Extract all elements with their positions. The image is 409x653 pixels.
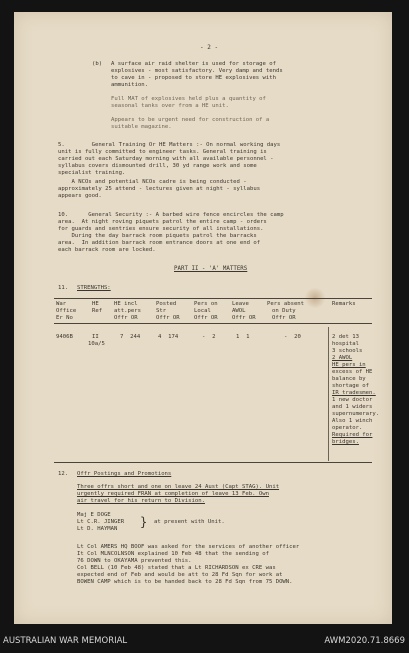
remark-line: Required for — [332, 432, 373, 438]
section12-title: Offr Postings and Promotions — [77, 471, 172, 477]
remark-line: 3 schools — [332, 348, 363, 354]
s12-closing-line: Col BELL (10 Feb 48) stated that a Lt RICHARDSON ex CRE was — [77, 565, 276, 571]
remark-line: 1 new doctor — [332, 397, 373, 403]
para5-line: 5. General Training Or HE Matters :- On normal working days — [58, 142, 281, 148]
para-b-line: seasonal tanks over from a HE unit. — [111, 103, 229, 109]
td-he-incl: 7 244 — [120, 334, 141, 340]
remark-line: IR tradesmen. — [332, 390, 376, 396]
remarks-divider — [328, 327, 329, 461]
remark-line: bridges. — [332, 439, 359, 445]
th-local: Local — [194, 308, 211, 314]
th-person: Pers on — [194, 301, 218, 307]
th-leave: Leave — [232, 301, 249, 307]
th-he: HE — [92, 301, 99, 307]
section11-number: 11. — [58, 285, 69, 291]
para-b-line: A surface air raid shelter is used for storage of — [111, 61, 277, 67]
th-heincl: HE incl — [114, 301, 138, 307]
para-b-line: Appears to be urgent need for construction of a — [111, 117, 270, 123]
table-rule-mid — [54, 323, 372, 324]
th-erno: Er No — [56, 315, 73, 321]
para10-line: 10. General Security :- A barbed wire fence encircles the camp — [58, 212, 284, 218]
s12-closing-line: BOWEN CAMP which is to be handed back to 28 Fd Sqn from 75 DOWN. — [77, 579, 293, 585]
remark-line: supernumerary. — [332, 411, 380, 417]
archive-name: AUSTRALIAN WAR MEMORIAL — [3, 636, 128, 646]
remark-line: hospital — [332, 341, 359, 347]
th-offr-or: Offr OR — [114, 315, 138, 321]
section12-number: 12. — [58, 471, 69, 477]
para-b-line: Full MAT of explosives held plus a quantity of — [111, 96, 266, 102]
para10-line: area. In addition barrack room entrance doors at one end of — [58, 240, 261, 246]
th-war: War — [56, 301, 67, 307]
officer-name: Maj E DOGE — [77, 512, 111, 518]
remark-line: HE pers in — [332, 362, 366, 368]
archive-footer — [0, 630, 409, 653]
th-offr-or: Offr OR — [156, 315, 180, 321]
remark-line: 2 AWOL — [332, 355, 353, 361]
para5-line: unit is fully committed to engineer tasks. General training is — [58, 149, 267, 155]
table-rule-top — [54, 298, 372, 299]
section11-title: STRENGTHS: — [77, 285, 111, 291]
remark-line: and 1 widers — [332, 404, 373, 410]
s12-closing-line: 76 DOWN to OKAYAMA prevented this. — [77, 558, 192, 564]
s12-underlined-line: urgently required FRAN at completion of leave 13 Feb. Own — [77, 491, 269, 497]
para5-line: approximately 25 attend - lectures given at night - syllabus — [58, 186, 261, 192]
para10-line: for guards and sentries ensure security of all installations. — [58, 226, 264, 232]
th-pers-absent: Pers absent — [267, 301, 305, 307]
th-office: Office — [56, 308, 77, 314]
td-posted: 4 174 — [158, 334, 179, 340]
s12-closing-line: It Col MLNCOLNSON explained 10 Feb 48 that the sending of — [77, 551, 269, 557]
td-on-duty: - 20 — [284, 334, 301, 340]
para10-line: each barrack room are locked. — [58, 247, 156, 253]
s12-closing-line: Lt Col AMERS HQ BOOF was asked for the services of another officer — [77, 544, 300, 550]
para-b-line: explosives - most satisfactory. Very damp and tends — [111, 68, 283, 74]
th-awol: AWOL — [232, 308, 246, 314]
th-remarks: Remarks — [332, 301, 356, 307]
officer-name: Lt D. HAYMAN — [77, 526, 118, 532]
td-ref: II — [92, 334, 99, 340]
remark-line: excess of HE — [332, 369, 373, 375]
para10-line: During the day barrack room piquets patrol the barracks — [58, 233, 257, 239]
para5-line: syllabus covers dismounted drill, 30 yd range work and some — [58, 163, 257, 169]
para5-line: appears good. — [58, 193, 102, 199]
s12-underlined-line: air travel for his return to Division. — [77, 498, 205, 504]
part-heading: PART II - 'A' MATTERS — [174, 266, 248, 272]
para-b-marker: (b) — [92, 61, 103, 67]
td-ref-sub: 10a/5 — [88, 341, 105, 347]
document-page — [14, 12, 392, 624]
page-number: - 2 - — [200, 44, 219, 51]
para5-line: A NCOs and potential NCOs cadre is being conducted - — [58, 179, 247, 185]
officer-name: Lt C.R. JINGER — [77, 519, 125, 525]
table-rule-bottom — [54, 462, 372, 463]
para5-line: carried out each Saturday morning with all available personnel - — [58, 156, 274, 162]
s12-closing-line: expected end of Feb and would be att to 28 Fd Sqn for work at — [77, 572, 283, 578]
th-offr-or: Offr OR — [272, 315, 296, 321]
archive-ref: AWM2020.71.8669 — [324, 636, 405, 646]
remark-line: 2 det 13 — [332, 334, 359, 340]
brace-glyph: } — [140, 515, 148, 529]
th-str: Str — [156, 308, 167, 314]
para-b-line: ammunition. — [111, 82, 149, 88]
para5-line: specialist training. — [58, 170, 126, 176]
td-local: - 2 — [202, 334, 216, 340]
th-offr-or: Offr OR — [194, 315, 218, 321]
td-leave: 1 1 — [236, 334, 250, 340]
remark-line: balance by — [332, 376, 366, 382]
remark-line: Also 1 winch — [332, 418, 373, 424]
th-ref: Ref — [92, 308, 103, 314]
para-b-line: suitable magazine. — [111, 124, 172, 130]
th-attpers: att.pers — [114, 308, 141, 314]
td-war-office: 9406B — [56, 334, 73, 340]
s12-underlined-line: Three offrs short and one on leave 24 Aust (Capt STAG). Unit — [77, 484, 280, 490]
th-offr-or: Offr OR — [232, 315, 256, 321]
para10-line: area. At night roving piquets patrol the entire camp - orders — [58, 219, 267, 225]
officers-note: at present with Unit. — [154, 519, 225, 525]
th-on-duty: on Duty — [272, 308, 296, 314]
remark-line: shortage of — [332, 383, 370, 389]
remark-line: operator. — [332, 425, 363, 431]
para-b-line: to cave in - proposed to store HE explosives with — [111, 75, 277, 81]
th-posted: Posted — [156, 301, 177, 307]
